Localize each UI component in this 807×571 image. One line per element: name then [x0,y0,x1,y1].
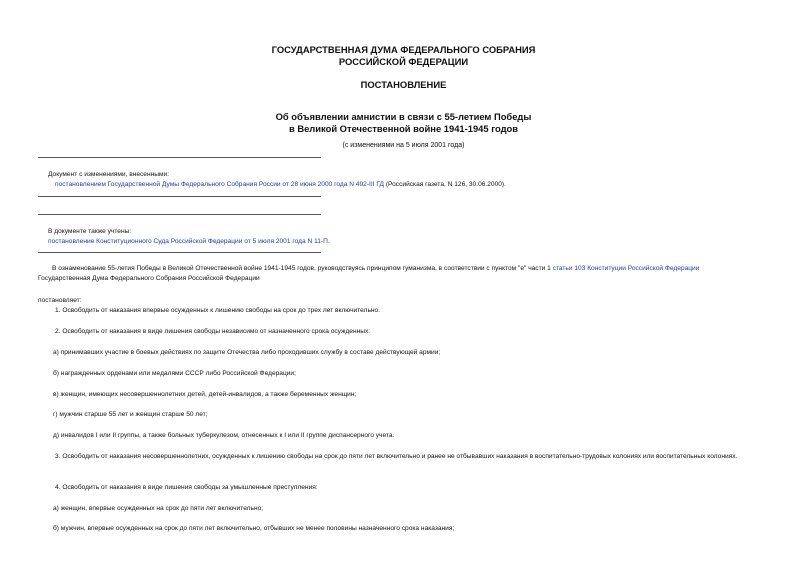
paragraph-4a: а) женщин, впервые осужденных на срок до пяти лет включительно; [53,505,264,512]
amendment-note: (с изменениями на 5 июля 2001 года) [342,142,465,149]
resolves-text: постановляет: [38,297,82,304]
paragraph-3: 3. Освободить от наказания несовершеннолетних, осужденных к лишению свободы на срок до пяти лет включительно и ранее не отбывавших наказания в воспитательно-трудовых колониях или воспитательных колониях. [55,453,738,460]
preamble-line2: Государственная Дума Федерального Собрания Российской Федерации [38,275,260,282]
paragraph-2a: а) принимавших участие в боевых действиях по защите Отечества либо проходивших службу в составе действующей армии; [53,349,441,356]
document-type: ПОСТАНОВЛЕНИЕ [360,79,447,90]
document-subject-line2: в Великой Отечественной войне 1941-1945 годов [288,123,519,134]
paragraph-1: 1. Освободить от наказания впервые осужденных к лишению свободы на срок до трех лет включительно. [55,307,381,314]
divider [38,157,321,158]
paragraph-4b: б) мужчин, впервые осужденных на срок до пяти лет включительно, отбывших не менее половины назначенного срока наказания; [53,525,455,532]
constitution-article-link[interactable]: статьи 103 Конституции Российской Федерации [552,265,700,272]
also-label: В документе также учтены: [48,228,132,235]
paragraph-4: 4. Освободить от наказания в виде лишения свободы за умышленные преступления: [55,484,318,491]
changes-source: (Российская газета, N 126, 30.06.2000). [383,181,506,188]
changes-label: Документ с изменениями, внесенными: [48,171,170,178]
preamble-line1 [52,264,699,273]
divider [38,196,321,197]
paragraph-2g: г) мужчин старше 55 лет и женщин старше 50 лет; [53,411,208,418]
divider [38,252,321,253]
document-subject-line1: Об объявлении амнистии в связи с 55-летием Победы [275,111,532,122]
paragraph-2d: д) инвалидов I или II группы, а также больных туберкулезом, отнесенных к I или II группе диспансерного учета. [53,432,395,439]
divider [38,214,321,215]
issuer-title-line2: РОССИЙСКОЙ ФЕДЕРАЦИИ [338,56,469,67]
amending-resolution-link[interactable]: постановлением Государственной Думы Федерального Собрания России от 28 июня 2000 года N 492-III ГД [55,181,384,188]
paragraph-2v: в) женщин, имеющих несовершеннолетних детей, детей-инвалидов, а также беременных женщин; [53,391,357,398]
paragraph-2: 2. Освободить от наказания в виде лишения свободы независимо от назначенного срока осужденных: [55,328,371,335]
constitutional-court-link[interactable]: постановление Конституционного Суда Российской Федерации от 5 июля 2001 года N 11-П. [48,238,330,245]
issuer-title-line1: ГОСУДАРСТВЕННАЯ ДУМА ФЕДЕРАЛЬНОГО СОБРАНИЯ [271,44,536,55]
changes-line [55,180,506,189]
preamble-text: В ознаменование 55-летия Победы в Великой Отечественной войне 1941-1945 годов, руководствуясь принципом гуманизма, в соответствии с пунктом "е" части 1 [52,265,553,272]
paragraph-2b: б) награжденных орденами или медалями СССР либо Российской Федерации; [53,370,296,377]
